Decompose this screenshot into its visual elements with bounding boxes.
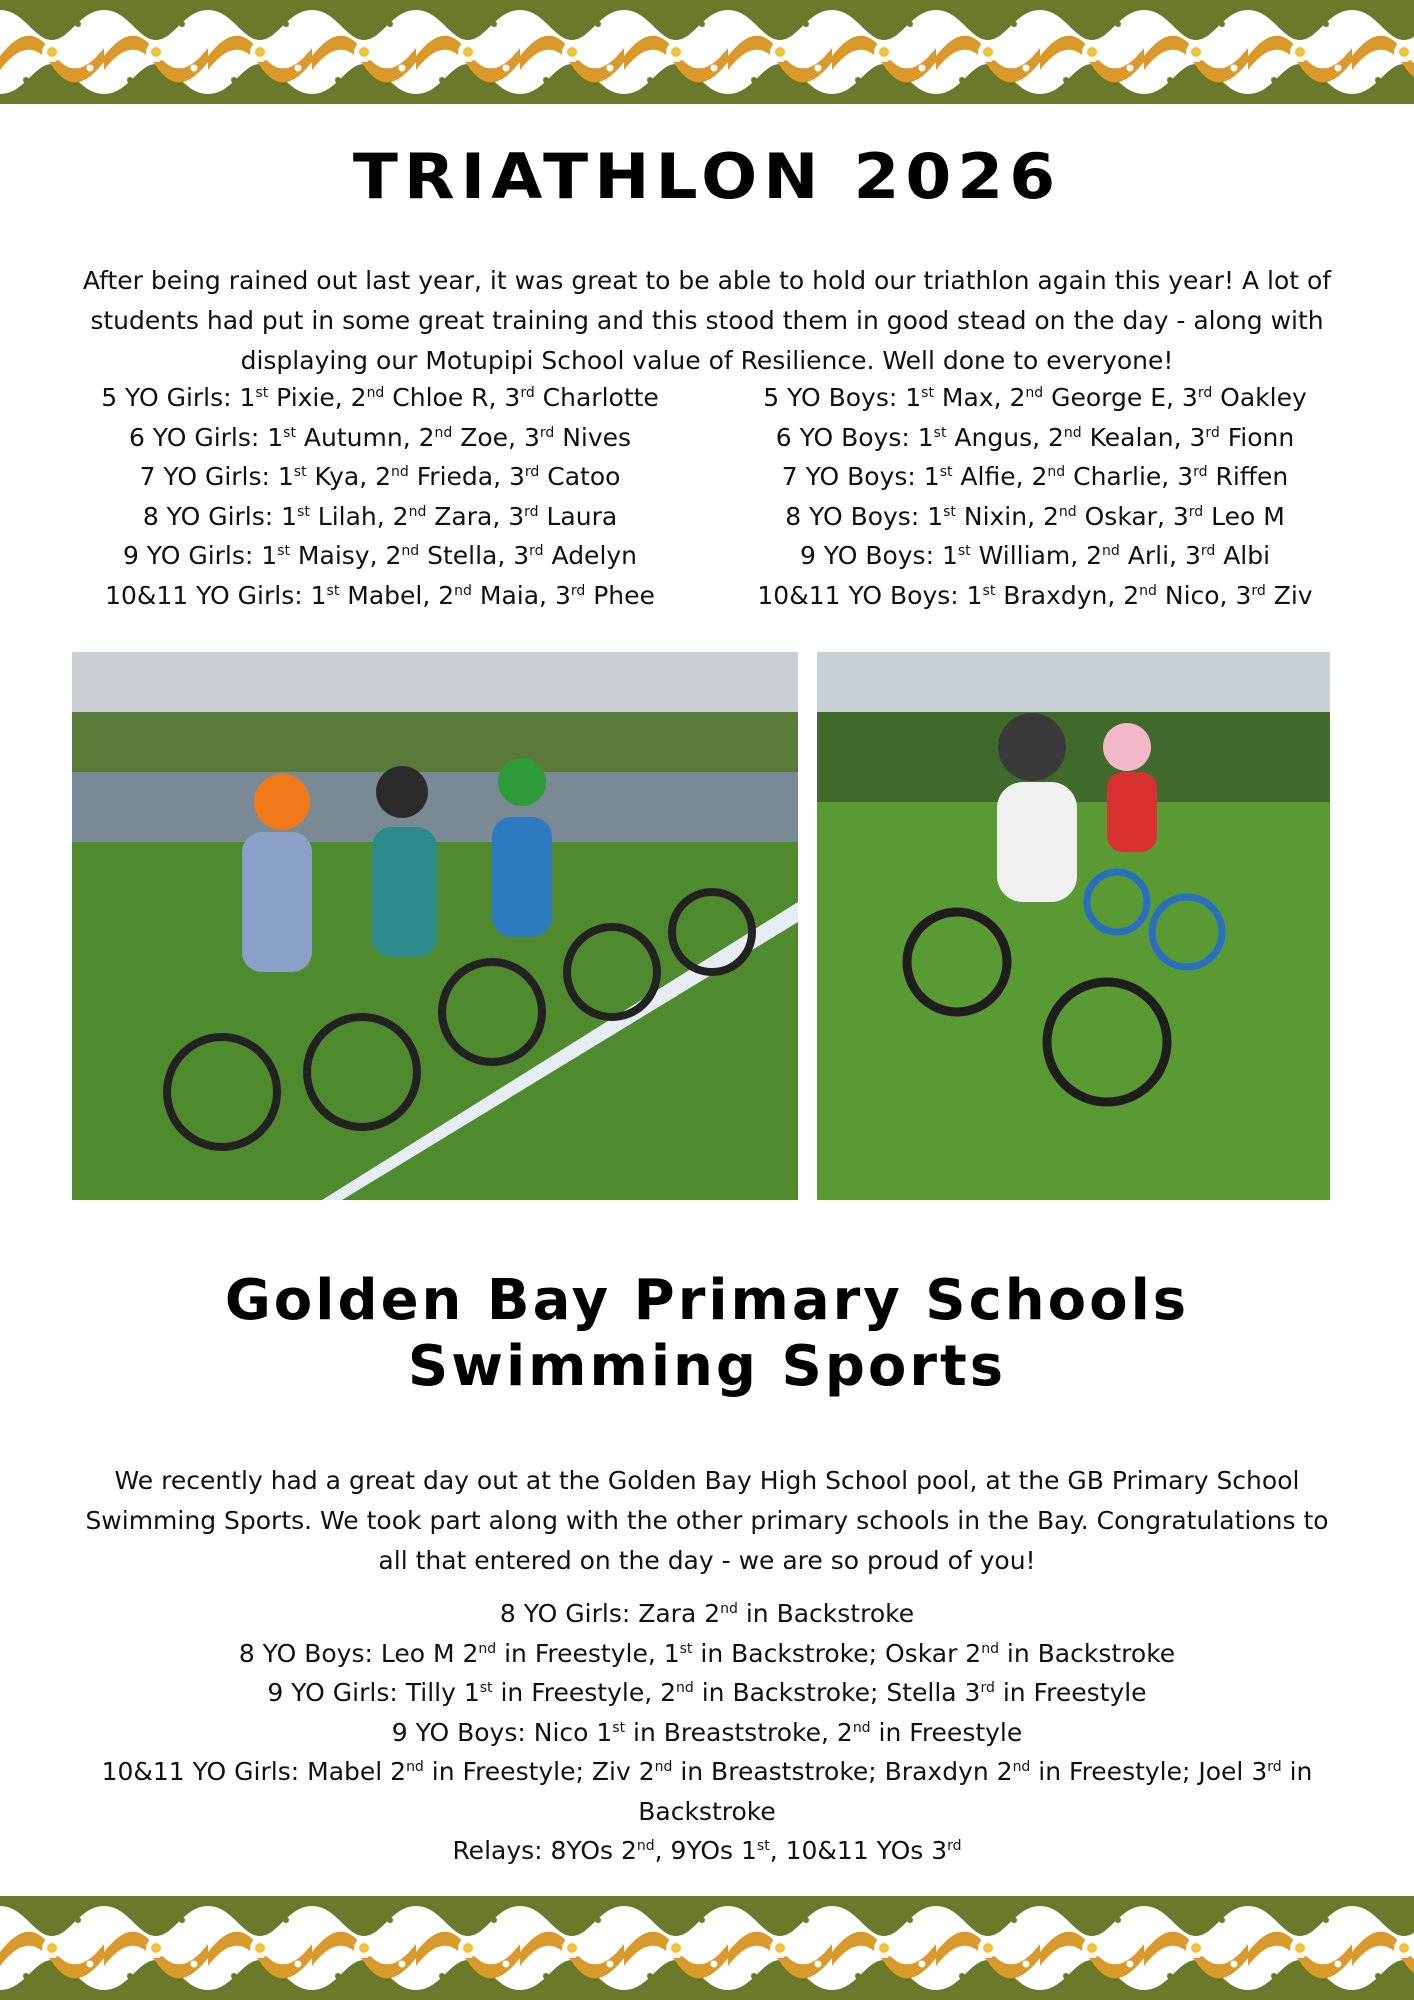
boys-second: Arli, (1119, 541, 1185, 570)
girls-first: Autumn, (295, 422, 419, 452)
girls-group: 6 YO Girls: (128, 422, 268, 452)
boys-first-ord: 1st (905, 383, 934, 412)
swimming-title (0, 1268, 1414, 1400)
boys-first-ord: 1st (917, 422, 947, 452)
boys-result-row (720, 378, 1350, 418)
girls-first-ord: 1st (267, 422, 296, 452)
girls-third-ord: 3rd (504, 383, 535, 412)
boys-result-row (720, 457, 1350, 497)
boys-group: 6 YO Boys: (775, 422, 918, 452)
girls-first-ord: 1st (261, 541, 290, 570)
girls-second: Zoe, (452, 422, 524, 452)
girls-third: Nives (554, 422, 632, 452)
boys-third-ord: 3rd (1181, 383, 1213, 412)
girls-third-ord: 3rd (508, 501, 539, 531)
girls-result-row (70, 497, 690, 537)
boys-second: Kealan, (1081, 422, 1190, 452)
boys-second-ord: 2nd (1048, 422, 1082, 452)
swim-result-10-11yo-girls: 10&11 YO Girls: Mabel 2nd in Freestyle; Ziv 2nd in Breaststroke; Braxdyn 2nd in Freestyle; Joel 3rd in Backstroke (101, 1757, 1313, 1826)
boys-third-ord: 3rd (1172, 501, 1204, 531)
boys-third: Riffen (1207, 462, 1289, 491)
boys-second: Charlie, (1065, 462, 1178, 491)
boys-second-ord: 2nd (1123, 580, 1157, 610)
girls-group: 10&11 YO Girls: (105, 580, 311, 610)
boys-second-ord: 2nd (1086, 541, 1120, 570)
boys-group: 7 YO Boys: (781, 462, 924, 491)
boys-group: 5 YO Boys: (763, 383, 906, 412)
boys-result-row (720, 497, 1350, 537)
girls-first: Lilah, (309, 501, 393, 531)
girls-group: 5 YO Girls: (101, 383, 240, 412)
girls-first: Mabel, (339, 580, 439, 610)
boys-second-ord: 2nd (1043, 501, 1077, 531)
girls-first-ord: 1st (310, 580, 340, 610)
boys-result-row (720, 418, 1350, 458)
girls-third-ord: 3rd (509, 462, 540, 491)
boys-third-ord: 3rd (1184, 541, 1216, 570)
boys-first-ord: 1st (966, 580, 996, 610)
girls-second: Chloe R, (384, 383, 505, 412)
girls-second-ord: 2nd (375, 462, 409, 491)
girls-second-ord: 2nd (385, 541, 420, 570)
girls-third: Charlotte (534, 383, 659, 412)
girls-result-row (70, 378, 690, 418)
boys-second: Nico, (1156, 580, 1236, 610)
girls-second-ord: 2nd (350, 383, 385, 412)
boys-first: Angus, (946, 422, 1048, 452)
girls-third: Laura (538, 501, 618, 531)
boys-results-list (720, 378, 1350, 615)
swim-result-relays: Relays: 8YOs 2nd, 9YOs 1st, 10&11 YOs 3rd (452, 1836, 962, 1865)
girls-first: Pixie, (268, 383, 351, 412)
girls-second-ord: 2nd (392, 501, 427, 531)
boys-group: 10&11 YO Boys: (757, 580, 967, 610)
boys-first: Nixin, (955, 501, 1043, 531)
triathlon-title: TRIATHLON 2026 (352, 139, 1062, 214)
swim-result-9yo-girls: 9 YO Girls: Tilly 1st in Freestyle, 2nd in Backstroke; Stella 3rd in Freestyle (267, 1678, 1147, 1707)
swimming-intro: We recently had a great day out at the Golden Bay High School pool, at the GB Primary School Swimming Sports. We took part along with the other primary schools in the Bay. Congratulations to all that entered on the day - we are so proud of you! (85, 1466, 1329, 1575)
girls-group: 9 YO Girls: (122, 541, 262, 570)
girls-result-row (70, 418, 690, 458)
girls-third: Catoo (539, 462, 621, 491)
girls-results-list (70, 378, 690, 615)
girls-first: Maisy, (289, 541, 386, 570)
girls-second-ord: 2nd (438, 580, 472, 610)
girls-third-ord: 3rd (523, 422, 555, 452)
boys-third-ord: 3rd (1189, 422, 1220, 452)
swimming-title-line2: Swimming Sports (407, 1334, 1007, 1399)
boys-third: Albi (1215, 541, 1271, 570)
boys-result-row (720, 576, 1350, 616)
swim-result-8yo-boys: 8 YO Boys: Leo M 2nd in Freestyle, 1st in Backstroke; Oskar 2nd in Backstroke (238, 1638, 1176, 1668)
boys-third-ord: 3rd (1177, 462, 1208, 491)
girls-group: 7 YO Girls: (139, 462, 278, 491)
boys-group: 8 YO Boys: (785, 501, 928, 531)
girls-first-ord: 1st (277, 462, 307, 491)
swimming-title-line1: Golden Bay Primary Schools (224, 1268, 1190, 1333)
girls-second: Stella, (419, 541, 514, 570)
boys-first: Braxdyn, (995, 580, 1124, 610)
boys-group: 9 YO Boys: (799, 541, 942, 570)
girls-third: Adelyn (543, 541, 638, 570)
boys-third-ord: 3rd (1235, 580, 1266, 610)
girls-result-row (70, 457, 690, 497)
girls-third-ord: 3rd (513, 541, 544, 570)
girls-result-row (70, 576, 690, 616)
swim-result-8yo-girls: 8 YO Girls: Zara 2nd in Backstroke (499, 1599, 915, 1628)
bike-start-line-photo (72, 652, 798, 1200)
boys-first-ord: 1st (923, 462, 953, 491)
boys-first-ord: 1st (927, 501, 956, 531)
girls-second: Frieda, (408, 462, 509, 491)
boys-third: Leo M (1203, 501, 1285, 531)
boys-first-ord: 1st (941, 541, 971, 570)
boys-first: William, (970, 541, 1087, 570)
girls-second: Maia, (471, 580, 555, 610)
triathlon-intro: After being rained out last year, it was great to be able to hold our triathlon again this year! A lot of students had put in some great training and this stood them in good stead on the day - along with displaying our Motupipi School value of Resilience. Well done to everyone! (82, 266, 1332, 375)
girls-group: 8 YO Girls: (142, 501, 282, 531)
girls-second-ord: 2nd (418, 422, 453, 452)
boys-second: George E, (1043, 383, 1182, 412)
boys-second-ord: 2nd (1009, 383, 1044, 412)
swimming-results-list (90, 1594, 1324, 1871)
boys-second: Oskar, (1076, 501, 1173, 531)
boys-first: Max, (933, 383, 1010, 412)
boys-third: Oakley (1212, 383, 1307, 412)
two-riders-photo (817, 652, 1330, 1200)
boys-third: Ziv (1265, 580, 1313, 610)
swim-result-9yo-boys: 9 YO Boys: Nico 1st in Breaststroke, 2nd in Freestyle (391, 1717, 1023, 1747)
girls-third: Phee (585, 580, 655, 610)
boys-result-row (720, 536, 1350, 576)
girls-second: Zara, (426, 501, 509, 531)
top-decorative-border (0, 0, 1414, 104)
boys-third: Fionn (1219, 422, 1295, 452)
girls-first: Kya, (306, 462, 376, 491)
boys-first: Alfie, (952, 462, 1032, 491)
girls-result-row (70, 536, 690, 576)
girls-third-ord: 3rd (554, 580, 586, 610)
girls-first-ord: 1st (239, 383, 269, 412)
girls-first-ord: 1st (281, 501, 310, 531)
boys-second-ord: 2nd (1031, 462, 1066, 491)
bottom-decorative-border (0, 1896, 1414, 2000)
